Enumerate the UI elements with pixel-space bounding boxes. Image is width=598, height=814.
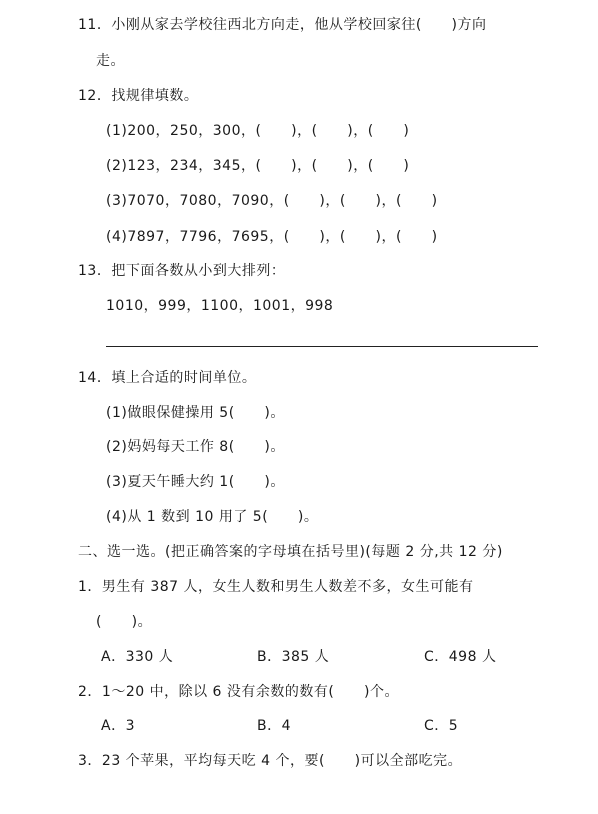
mc1-line1: 1．男生有 387 人，女生人数和男生人数差不多，女生可能有 (78, 579, 474, 595)
q14-item-1: (1)做眼保健操用 5( )。 (106, 405, 285, 421)
section2-title: 二、选一选。(把正确答案的字母填在括号里)(每题 2 分,共 12 分) (78, 544, 503, 560)
q12-item-1: (1)200，250，300，( )，( )，( ) (106, 123, 410, 139)
q14-item-3: (3)夏天午睡大约 1( )。 (106, 474, 285, 490)
q11-line2: 走。 (96, 53, 125, 69)
mc1-line2: ( )。 (96, 614, 153, 630)
q12-title: 12．找规律填数。 (78, 88, 199, 104)
answer-line (106, 346, 538, 347)
mc2-question: 2．1～20 中，除以 6 没有余数的数有( )个。 (78, 684, 400, 700)
q12-item-3: (3)7070，7080，7090，( )，( )，( ) (106, 193, 438, 209)
q14-item-2: (2)妈妈每天工作 8( )。 (106, 439, 285, 455)
q14-item-4: (4)从 1 数到 10 用了 5( )。 (106, 509, 319, 525)
mc2-option-b: B．4 (257, 718, 292, 734)
mc2-option-a: A．3 (101, 718, 135, 734)
mc1-option-a: A．330 人 (101, 649, 174, 665)
q14-title: 14．填上合适的时间单位。 (78, 370, 257, 386)
q13-title: 13．把下面各数从小到大排列： (78, 263, 286, 279)
mc3-question: 3．23 个苹果，平均每天吃 4 个，要( )可以全部吃完。 (78, 753, 463, 769)
q13-numbers: 1010，999，1100，1001，998 (106, 298, 334, 314)
q11-line1: 11．小刚从家去学校往西北方向走，他从学校回家往( )方向 (78, 17, 487, 33)
q12-item-4: (4)7897，7796，7695，( )，( )，( ) (106, 229, 438, 245)
mc1-option-c: C．498 人 (424, 649, 497, 665)
q12-item-2: (2)123，234，345，( )，( )，( ) (106, 158, 410, 174)
mc1-option-b: B．385 人 (257, 649, 330, 665)
mc2-option-c: C．5 (424, 718, 459, 734)
